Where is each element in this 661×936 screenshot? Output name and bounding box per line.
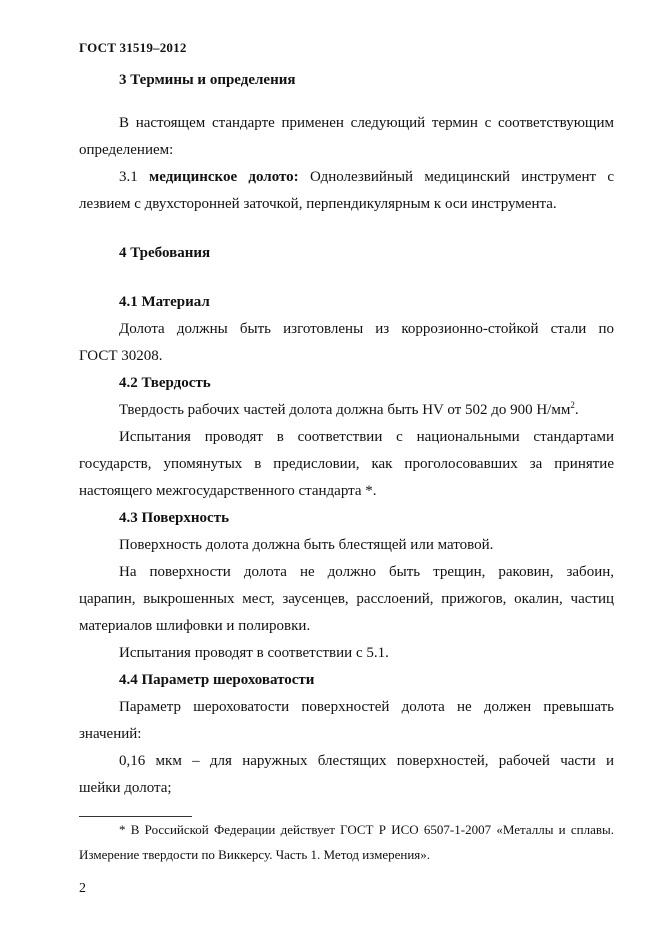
term-definition-line-1 (119, 169, 614, 186)
term-definition-line-2: лезвием с двухсторонней заточкой, перпендикулярным к оси инструмента. (79, 196, 557, 212)
footnote-separator (79, 816, 192, 817)
footnote-line-2: Измерение твердости по Виккерсу. Часть 1. Метод измерения». (79, 847, 431, 862)
roughness-paragraph-2-line-2: шейки долота; (79, 780, 172, 796)
term-number: 3.1 (119, 169, 150, 185)
roughness-paragraph-2-line-1: 0,16 мкм – для наружных блестящих поверхностей, рабочей части и (119, 753, 614, 769)
term-definition-start: Однолезвийный медицинский инструмент с (298, 169, 615, 185)
document-header: ГОСТ 31519–2012 (79, 40, 187, 55)
hardness-end: . (574, 402, 579, 418)
section-3-intro-line-2: определением: (79, 142, 174, 158)
page-number: 2 (79, 881, 86, 896)
hardness-test-line-2: государств, упомянутых в предисловии, как проголосовавших за принятие (79, 456, 614, 472)
surface-paragraph-3: Испытания проводят в соответствии с 5.1. (119, 645, 389, 661)
footnote-line-1: * В Российской Федерации действует ГОСТ Р ИСО 6507-1-2007 «Металлы и сплавы. (119, 822, 614, 837)
roughness-paragraph-1-line-2: значений: (79, 726, 142, 742)
section-4-2-heading: 4.2 Твердость (119, 375, 211, 391)
roughness-paragraph-1-line-1: Параметр шероховатости поверхностей долота не должен превышать (119, 699, 614, 715)
hardness-requirement (119, 402, 614, 419)
surface-paragraph-2-line-1: На поверхности долота не должно быть трещин, раковин, забоин, (119, 564, 614, 580)
material-line-1: Долота должны быть изготовлены из коррозионно-стойкой стали по (119, 321, 614, 337)
section-3-intro-line-1: В настоящем стандарте применен следующий термин с соответствующим (119, 115, 614, 131)
hardness-superscript: 2 (570, 400, 575, 410)
hardness-test-line-3: настоящего межгосударственного стандарта *. (79, 483, 377, 499)
surface-paragraph-2-line-3: материалов шлифовки и полировки. (79, 618, 311, 634)
hardness-test-line-1: Испытания проводят в соответствии с национальными стандартами (119, 429, 614, 445)
material-line-2: ГОСТ 30208. (79, 348, 163, 364)
hardness-text: Твердость рабочих частей долота должна быть HV от 502 до 900 Н/мм (119, 402, 571, 418)
surface-paragraph-1: Поверхность долота должна быть блестящей или матовой. (119, 537, 494, 553)
section-4-1-heading: 4.1 Материал (119, 294, 210, 310)
section-4-4-heading: 4.4 Параметр шероховатости (119, 672, 315, 688)
section-3-heading: 3 Термины и определения (119, 72, 296, 88)
section-4-heading: 4 Требования (119, 245, 211, 261)
term-name: медицинское долото: (149, 169, 299, 185)
section-4-3-heading: 4.3 Поверхность (119, 510, 229, 526)
surface-paragraph-2-line-2: царапин, выкрошенных мест, заусенцев, расслоений, прижогов, окалин, частиц (79, 591, 614, 607)
